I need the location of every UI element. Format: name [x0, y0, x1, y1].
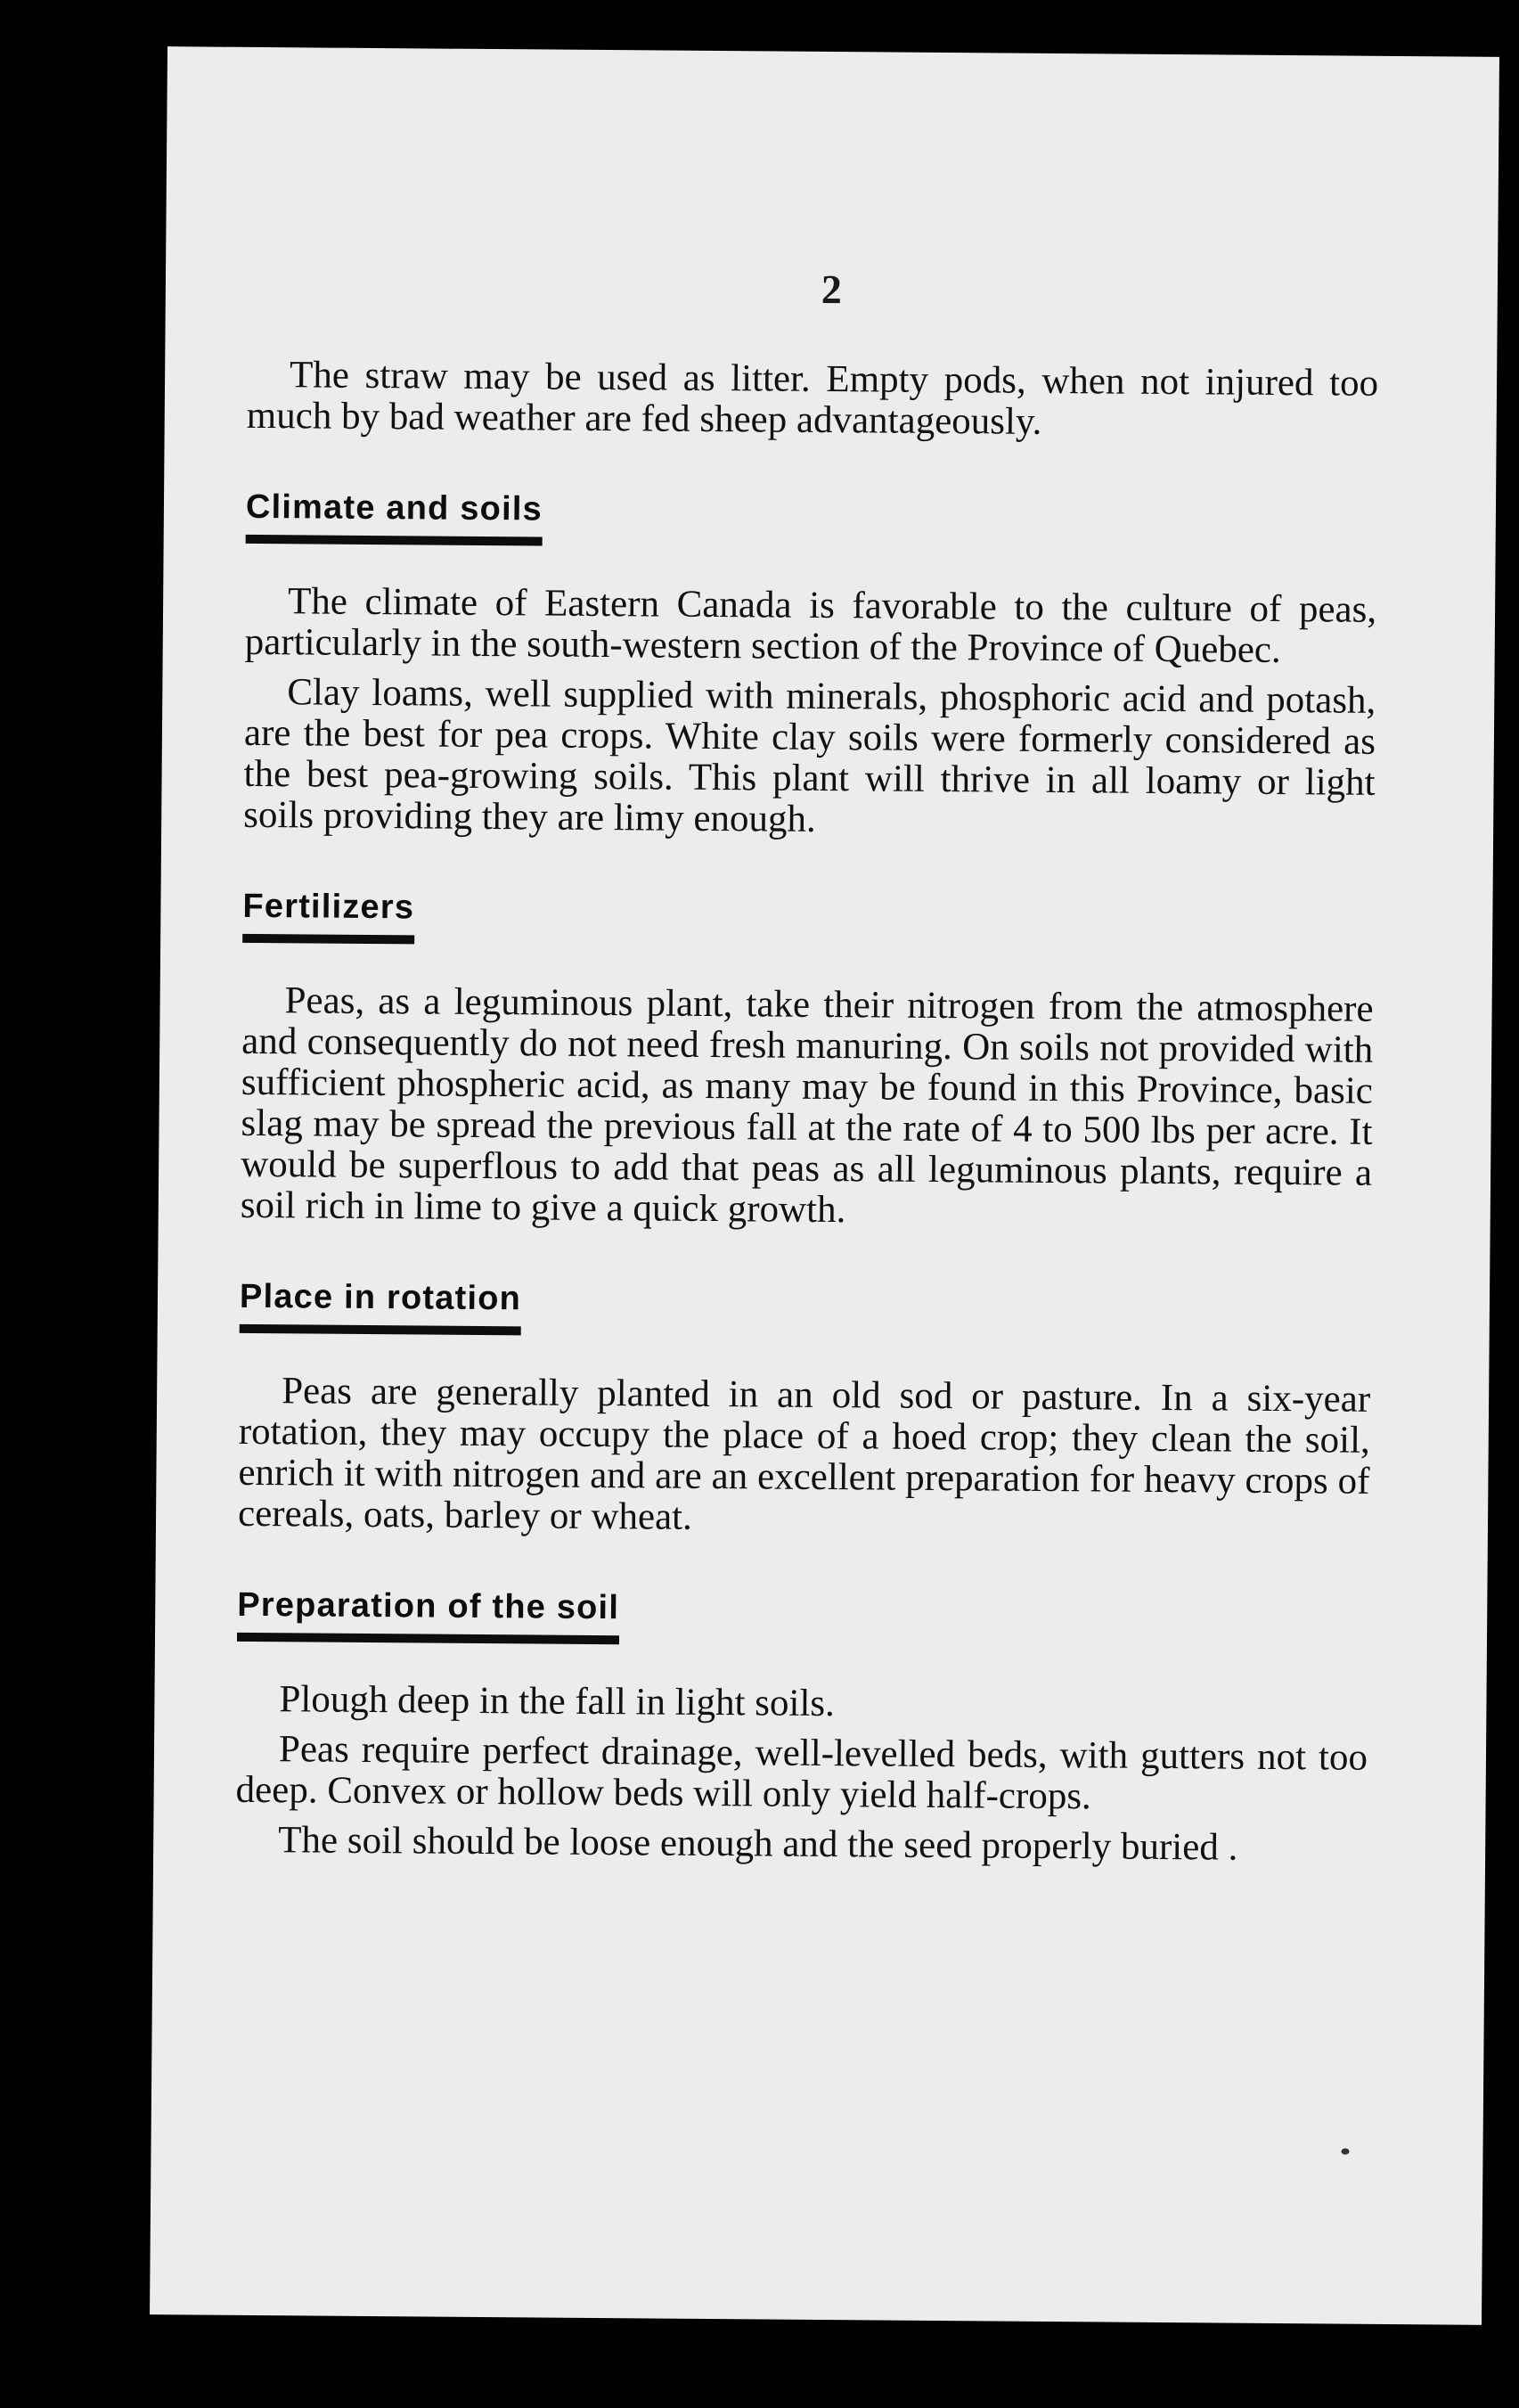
section-place-in-rotation: [238, 1278, 1371, 1544]
section-heading: Fertilizers: [242, 888, 414, 945]
section-heading: Preparation of the soil: [237, 1586, 619, 1644]
section-heading: Place in rotation: [240, 1278, 521, 1335]
intro-paragraph: The straw may be used as litter. Empty pods, when not injured too much by bad weather are fed sheep advantageously.: [246, 354, 1379, 443]
section-fertilizers: [241, 888, 1375, 1235]
ink-speck: [1341, 2149, 1349, 2155]
section-paragraph: Clay loams, well supplied with minerals, phosphoric acid and potash, are the best for pea crops. White clay soils were formerly considered as the best pea-growing soils. This plant will thrive in all loamy or light soils providing they are limy enough.: [243, 671, 1376, 840]
section-paragraph: The soil should be loose enough and the seed properly buried .: [278, 1819, 1238, 1869]
section-preparation-of-the-soil: [235, 1586, 1368, 1870]
section-heading: Climate and soils: [246, 488, 543, 546]
page-content: [235, 355, 1378, 1879]
section-paragraph: Peas, as a leguminous plant, take their nitrogen from the atmosphere and consequently do not need fresh manuring. On soils not provided with sufficient phospheric acid, as many may be found in this Province, basic slag may be spread the previous fall at the rate of 4 to 500 lbs per acre. It would be superflous to add that peas as all leguminous plants, require a soil rich in lime to give a quick growth.: [240, 979, 1374, 1232]
page-number: 2: [821, 266, 843, 313]
section-climate-and-soils: [243, 488, 1377, 845]
document-page: [150, 46, 1499, 2325]
section-paragraph: Peas are generally planted in an old sod or pasture. In a six-year rotation, they may occupy the place of a hoed crop; they clean the soil, enrich it with nitrogen and are an excellent preparation for heavy crops of cereals, oats, barley or wheat.: [237, 1370, 1371, 1538]
section-paragraph: Peas require perfect drainage, well-levelled beds, with gutters not too deep. Convex or hollow beds will only yield half-crops.: [235, 1728, 1368, 1818]
section-paragraph: Plough deep in the fall in light soils.: [279, 1678, 836, 1725]
section-paragraph: The climate of Eastern Canada is favorable to the culture of peas, particularly in the south-western section of the Province of Quebec.: [244, 580, 1377, 672]
